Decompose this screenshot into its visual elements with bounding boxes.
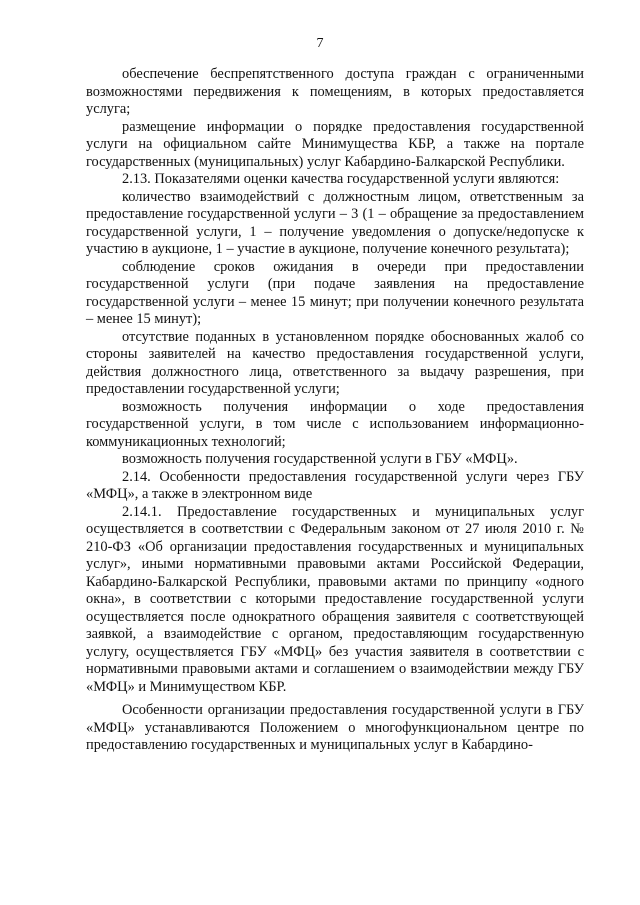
- paragraph-waiting-time: соблюдение сроков ожидания в очереди при предоставлении государственной услуги (при подаче заявления на предоставление государственной услуги – менее 15 минут; при получении конечного результата – менее 15 минут);: [86, 258, 584, 327]
- paragraph-info-placement: размещение информации о порядке предоставления государственной услуги на официальном сайте Минимущества КБР, а также на портале государственных (муниципальных) услуг Кабардино-Балкарской Республики.: [86, 118, 584, 170]
- page-number: 7: [316, 36, 324, 51]
- paragraph-2-13-heading: 2.13. Показателями оценки качества государственной услуги являются:: [122, 171, 560, 187]
- paragraph-no-complaints: отсутствие поданных в установленном порядке обоснованных жалоб со стороны заявителей на качество предоставления государственной услуги, действия должностного лица, ответственного за выдачу разрешения, при предоставлении государственной услуги;: [86, 328, 584, 397]
- paragraph-2-14-heading: 2.14. Особенности предоставления государственной услуги через ГБУ «МФЦ», а также в электронном виде: [86, 468, 584, 502]
- document-body: [86, 66, 584, 755]
- paragraph-2-14-1: 2.14.1. Предоставление государственных и муниципальных услуг осуществляется в соответствии с Федеральным законом от 27 июля 2010 г. № 210-ФЗ «Об организации предоставления государственных и муниципальных услуг», иными нормативными правовыми актами Российской Федерации, Кабардино-Балкарской Республики, правовыми актами по принципу «одного окна», в соответствии с которыми предоставление государственной услуги осуществляется после однократного обращения заявителя с соответствующей заявкой, а взаимодействие с органом, предоставляющим государственную услугу, осуществляется ГБУ «МФЦ» без участия заявителя в соответствии с нормативными правовыми актами и соглашением о взаимодействии между ГБУ «МФЦ» и Минимуществом КБР.: [86, 503, 584, 695]
- paragraph-mfc-availability: возможность получения государственной услуги в ГБУ «МФЦ».: [122, 451, 518, 467]
- paragraph-accessibility: обеспечение беспрепятственного доступа граждан с ограниченными возможностями передвижения к помещениям, в которых предоставляется услуга;: [86, 66, 584, 117]
- paragraph-interactions-count: количество взаимодействий с должностным лицом, ответственным за предоставление государственной услуги – 3 (1 – обращение за предоставлением государственной услуги, 1 – получение уведомления о допуске/недопуске к участию в аукционе, 1 – участие в аукционе, получение конечного результата);: [86, 188, 584, 257]
- paragraph-progress-info: возможность получения информации о ходе предоставления государственной услуги, в том числе с использованием информационно-коммуникационных технологий;: [86, 398, 584, 450]
- paragraph-mfc-features: Особенности организации предоставления государственной услуги в ГБУ «МФЦ» устанавливаются Положением о многофункциональном центре по предоставлению государственных и муниципальных услуг в Кабардино-: [86, 702, 584, 753]
